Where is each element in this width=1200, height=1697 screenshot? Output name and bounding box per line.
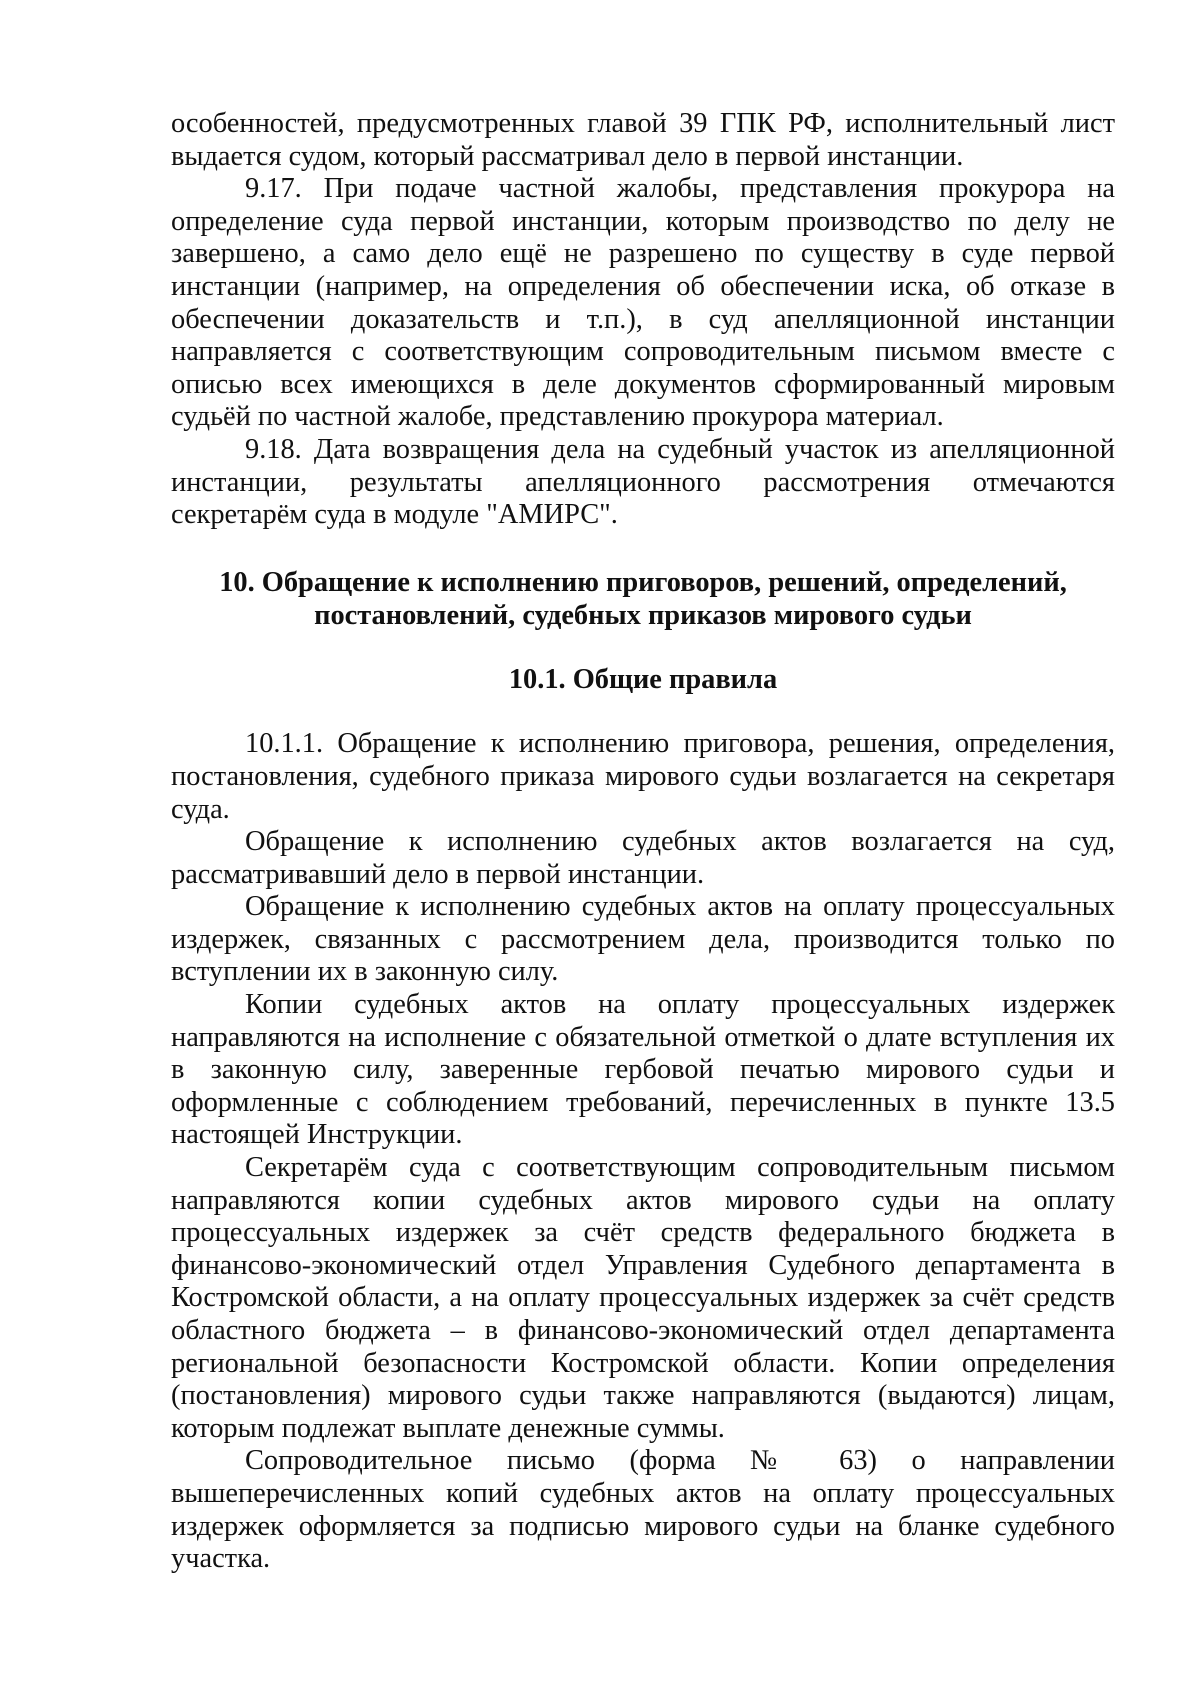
section-heading-line1: 10. Обращение к исполнению приговоров, решений, определений, [219, 566, 1067, 598]
section-heading [171, 566, 1115, 632]
paragraph-copies: Копии судебных актов на оплату процессуальных издержек направляются на исполнение с обязательной отметкой о длате вступления их в законную силу, заверенные гербовой печатью мирового судьи и оформленные с соблюдением требований, перечисленных в пункте 13.5 настоящей Инструкции. [171, 989, 1115, 1151]
paragraph-cover-letter: Сопроводительное письмо (форма № 63) о направлении вышеперечисленных копий судебных актов на оплату процессуальных издержек оформляется за подписью мирового судьи на бланке судебного участка. [171, 1445, 1115, 1575]
paragraph-10-1-1: 10.1.1. Обращение к исполнению приговора, решения, определения, постановления, судебного приказа мирового судьи возлагается на секретаря суда. [171, 728, 1115, 825]
section-heading-line2: постановлений, судебных приказов мирового судьи [314, 599, 972, 631]
paragraph-procedural-costs: Обращение к исполнению судебных актов на оплату процессуальных издержек, связанных с рассмотрением дела, производится только по вступлении их в законную силу. [171, 891, 1115, 988]
paragraph-secretary: Секретарём суда с соответствующим сопроводительным письмом направляются копии судебных актов мирового судьи на оплату процессуальных издержек за счёт средств федерального бюджета в финансово-экономический отдел Управления Судебного департамента в Костромской области, а на оплату процессуальных издержек за счёт средств областного бюджета – в финансово-экономический отдел департамента региональной безопасности Костромской области. Копии определения (постановления) мирового судьи также направляются (выдаются) лицам, которым подлежат выплате денежные суммы. [171, 1152, 1115, 1444]
paragraph-9-18: 9.18. Дата возвращения дела на судебный участок из апелляционной инстанции, результаты апелляционного рассмотрения отмечаются секретарём суда в модуле "АМИРС". [171, 433, 1115, 531]
paragraph-9-17: 9.17. При подаче частной жалобы, представления прокурора на определение суда первой инстанции, которым производство по делу не завершено, а само дело ещё не разрешено по существу в суде первой инстанции (например, на определения об обеспечении иска, об отказе в обеспечении доказательств и т.п.), в суд апелляционной инстанции направляется с соответствующим сопроводительным письмом вместе с описью всех имеющихся в деле документов сформированный мировым судьёй по частной жалобе, представлению прокурора материал. [171, 173, 1115, 433]
subsection-heading: 10.1. Общие правила [508, 663, 778, 695]
paragraph-continuation: особенностей, предусмотренных главой 39 ГПК РФ, исполнительный лист выдается судом, который рассматривал дело в первой инстанции. [171, 108, 1115, 172]
document-page [171, 108, 1115, 1576]
paragraph-execution-court: Обращение к исполнению судебных актов возлагается на суд, рассматривавший дело в первой инстанции. [171, 826, 1115, 890]
